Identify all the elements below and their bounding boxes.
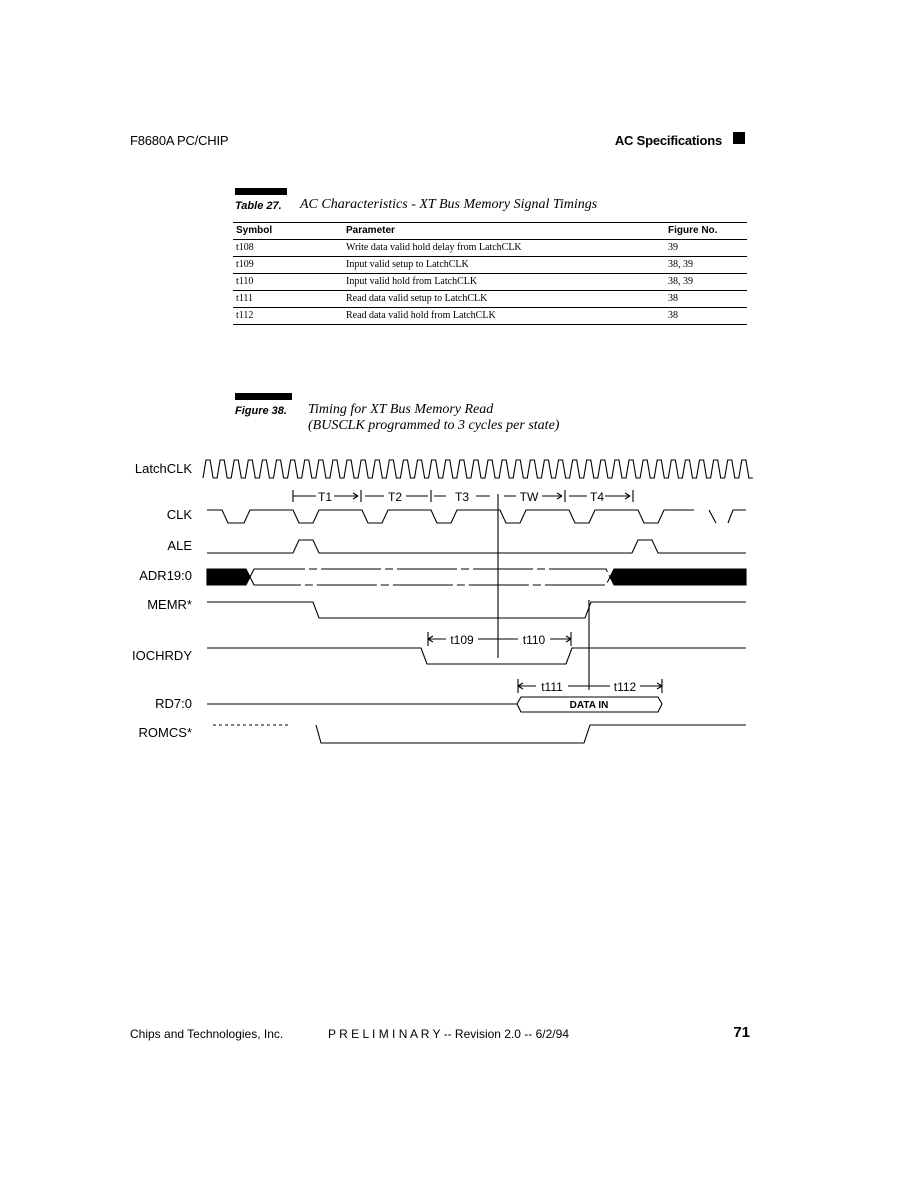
table-row (233, 291, 747, 308)
cell-figure: 39 (665, 240, 747, 257)
latchclk-waveform (203, 460, 753, 478)
state-label-t1: T1 (317, 490, 333, 504)
clk-waveform (207, 510, 746, 523)
table-caption-bar (235, 188, 287, 195)
table-row (233, 308, 747, 325)
iochrdy-waveform (207, 648, 746, 664)
column-header-parameter: Parameter (343, 223, 665, 240)
timing-table (233, 222, 747, 325)
figure-label: Figure 38. (235, 405, 287, 417)
running-header-left: F8680A PC/CHIP (130, 133, 229, 148)
signal-label-rd: RD7:0 (155, 696, 192, 711)
adr-waveform (207, 569, 746, 585)
page-number: 71 (733, 1024, 750, 1041)
cell-symbol: t110 (233, 274, 343, 291)
figure-title-line2: (BUSCLK programmed to 3 cycles per state) (308, 418, 560, 433)
figure-caption-bar (235, 393, 292, 400)
timing-diagram (0, 440, 922, 770)
cell-parameter: Input valid setup to LatchCLK (343, 257, 665, 274)
footer-company: Chips and Technologies, Inc. (130, 1027, 284, 1041)
column-header-symbol: Symbol (233, 223, 343, 240)
timing-t111-t112 (518, 679, 662, 694)
cell-symbol: t111 (233, 291, 343, 308)
state-label-t2: T2 (387, 490, 403, 504)
cell-figure: 38, 39 (665, 257, 747, 274)
running-header-right: AC Specifications (614, 133, 722, 148)
signal-label-iochrdy: IOCHRDY (132, 648, 192, 663)
figure-title-line1: Timing for XT Bus Memory Read (308, 402, 494, 417)
romcs-waveform (316, 725, 746, 743)
timing-t109-t110 (428, 632, 571, 647)
cell-symbol: t108 (233, 240, 343, 257)
cell-figure: 38 (665, 291, 747, 308)
memr-waveform (207, 602, 746, 618)
signal-label-latchclk: LatchCLK (134, 461, 192, 476)
table-header-row (233, 223, 747, 240)
signal-label-memr: MEMR* (147, 597, 192, 612)
cell-figure: 38 (665, 308, 747, 325)
timing-label-t110: t110 (522, 633, 546, 647)
signal-label-ale: ALE (167, 538, 192, 553)
cell-parameter: Input valid hold from LatchCLK (343, 274, 665, 291)
column-header-figure: Figure No. (665, 223, 747, 240)
state-label-t3: T3 (454, 490, 470, 504)
data-in-label: DATA IN (569, 700, 609, 711)
table-title: AC Characteristics - XT Bus Memory Signal Timings (300, 197, 598, 212)
state-label-tw: TW (519, 490, 539, 504)
cell-parameter: Read data valid setup to LatchCLK (343, 291, 665, 308)
signal-label-romcs: ROMCS* (138, 725, 192, 740)
table-row (233, 274, 747, 291)
cell-symbol: t109 (233, 257, 343, 274)
timing-label-t109: t109 (450, 633, 474, 647)
state-label-t4: T4 (589, 490, 605, 504)
cell-parameter: Read data valid hold from LatchCLK (343, 308, 665, 325)
table-row (233, 257, 747, 274)
signal-label-clk: CLK (166, 507, 192, 522)
table-row (233, 240, 747, 257)
state-markers (293, 490, 633, 504)
cell-symbol: t112 (233, 308, 343, 325)
cell-parameter: Write data valid hold delay from LatchCLK (343, 240, 665, 257)
table-label: Table 27. (235, 200, 282, 212)
footer-status: P R E L I M I N A R Y -- Revision 2.0 -- 6/2/94 (328, 1027, 569, 1041)
signal-label-adr: ADR19:0 (139, 568, 192, 583)
timing-label-t112: t112 (613, 680, 637, 694)
header-square-icon (733, 132, 745, 144)
cell-figure: 38, 39 (665, 274, 747, 291)
timing-label-t111: t111 (541, 680, 563, 694)
ale-waveform (207, 540, 746, 553)
